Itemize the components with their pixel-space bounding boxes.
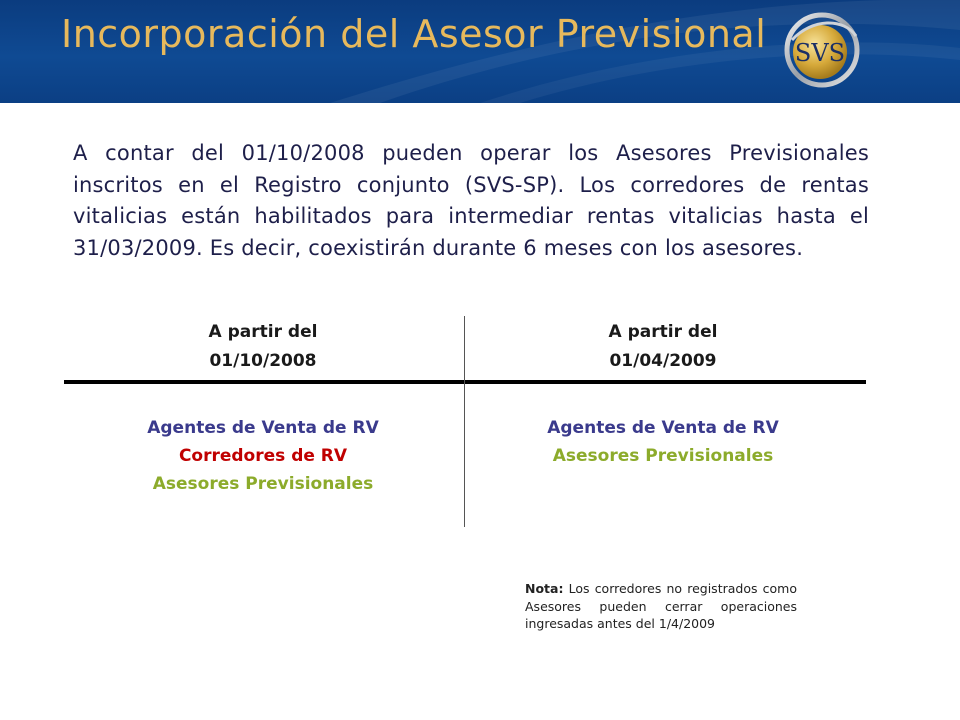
list-item: Corredores de RV [178,446,348,466]
column-heading-left-date: 01/10/2008 [209,351,317,371]
list-item: Agentes de Venta de RV [547,418,779,438]
header-banner [0,0,960,103]
intro-paragraph: A contar del 01/10/2008 pueden operar los Asesores Previsionales inscritos en el Registro conjunto (SVS-SP). Los corredores de rentas vitalicias están habilitados para intermediar rentas vitalicias hasta el 31/03/2009. Es decir, coexistirán durante 6 meses con los asesores. [73,141,869,260]
list-item: Asesores Previsionales [152,474,374,494]
column-heading-left-line1: A partir del [208,322,318,342]
footnote-text: Los corredores no registrados como Asesores pueden cerrar operaciones ingresadas antes del 1/4/2009 [525,581,797,631]
column-body-left [68,414,458,498]
table-divider-horizontal [64,380,866,384]
column-body-right [468,414,858,470]
column-heading-right-line1: A partir del [608,322,718,342]
logo-text: SVS [794,39,846,67]
footnote-label: Nota: [525,581,564,596]
table-divider-vertical [464,316,465,527]
column-heading-right-date: 01/04/2009 [609,351,717,371]
page-title: Incorporación del Asesor Previsional [61,12,767,56]
list-item: Agentes de Venta de RV [147,418,379,438]
svs-logo [782,10,862,90]
footnote [525,580,797,633]
column-heading-right [468,318,858,376]
list-item: Asesores Previsionales [552,446,774,466]
column-heading-left [68,318,458,376]
